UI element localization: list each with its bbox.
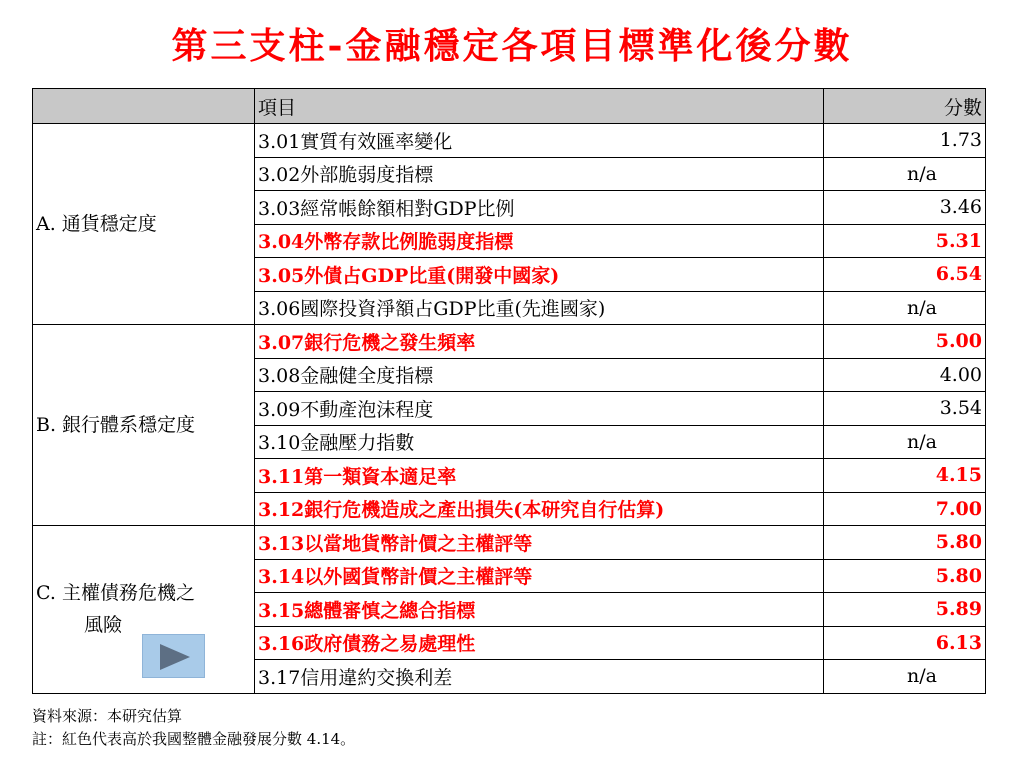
footer: [32, 705, 355, 751]
item-label: 3.02外部脆弱度指標: [255, 157, 824, 191]
color-note: 註：紅色代表高於我國整體金融發展分數 4.14。: [32, 730, 356, 748]
score-value: n/a: [824, 425, 986, 459]
table-row: [33, 526, 986, 560]
category-label-line2: 風險: [84, 614, 123, 637]
score-value: 4.15: [824, 459, 986, 493]
item-label: 3.16政府債務之易處理性: [255, 626, 824, 660]
item-label: 3.11第一類資本適足率: [255, 459, 824, 493]
category-cell: [33, 325, 255, 526]
item-label: 3.17信用違約交換利差: [255, 660, 824, 694]
source-note: 資料來源：本研究估算: [32, 707, 183, 725]
score-value: 3.54: [824, 392, 986, 426]
category-label: B. 銀行體系穩定度: [36, 414, 196, 436]
score-value: 6.54: [824, 258, 986, 292]
category-cell: [33, 124, 255, 325]
table-row: [33, 124, 986, 158]
header-score: 分數: [824, 89, 986, 124]
score-value: 5.80: [824, 526, 986, 560]
score-value: 1.73: [824, 124, 986, 158]
item-label: 3.13以當地貨幣計價之主權評等: [255, 526, 824, 560]
item-label: 3.10金融壓力指數: [255, 425, 824, 459]
header-item: 項目: [255, 89, 824, 124]
item-label: 3.04外幣存款比例脆弱度指標: [255, 224, 824, 258]
play-icon: [158, 643, 192, 671]
page-title: 第三支柱-金融穩定各項目標準化後分數: [171, 25, 853, 67]
header-category: [33, 89, 255, 124]
score-value: n/a: [824, 660, 986, 694]
score-value: 5.80: [824, 559, 986, 593]
table-body: [33, 124, 986, 694]
item-label: 3.06國際投資淨額占GDP比重(先進國家): [255, 291, 824, 325]
item-label: 3.08金融健全度指標: [255, 358, 824, 392]
item-label: 3.07銀行危機之發生頻率: [255, 325, 824, 359]
score-value: 3.46: [824, 191, 986, 225]
score-value: 4.00: [824, 358, 986, 392]
score-value: 6.13: [824, 626, 986, 660]
item-label: 3.09不動產泡沫程度: [255, 392, 824, 426]
item-label: 3.01實質有效匯率變化: [255, 124, 824, 158]
item-label: 3.05外債占GDP比重(開發中國家): [255, 258, 824, 292]
table-header-row: [33, 89, 986, 124]
category-label: A. 通貨穩定度: [36, 213, 157, 235]
score-value: n/a: [824, 291, 986, 325]
item-label: 3.03經常帳餘額相對GDP比例: [255, 191, 824, 225]
score-value: 5.89: [824, 593, 986, 627]
item-label: 3.15總體審慎之總合指標: [255, 593, 824, 627]
table-row: [33, 325, 986, 359]
score-value: 5.00: [824, 325, 986, 359]
item-label: 3.14以外國貨幣計價之主權評等: [255, 559, 824, 593]
score-value: n/a: [824, 157, 986, 191]
scores-table: [32, 88, 986, 694]
next-slide-button[interactable]: [142, 634, 205, 678]
score-value: 5.31: [824, 224, 986, 258]
category-label-line1: C. 主權債務危機之: [36, 582, 195, 605]
item-label: 3.12銀行危機造成之產出損失(本研究自行估算): [255, 492, 824, 526]
score-value: 7.00: [824, 492, 986, 526]
